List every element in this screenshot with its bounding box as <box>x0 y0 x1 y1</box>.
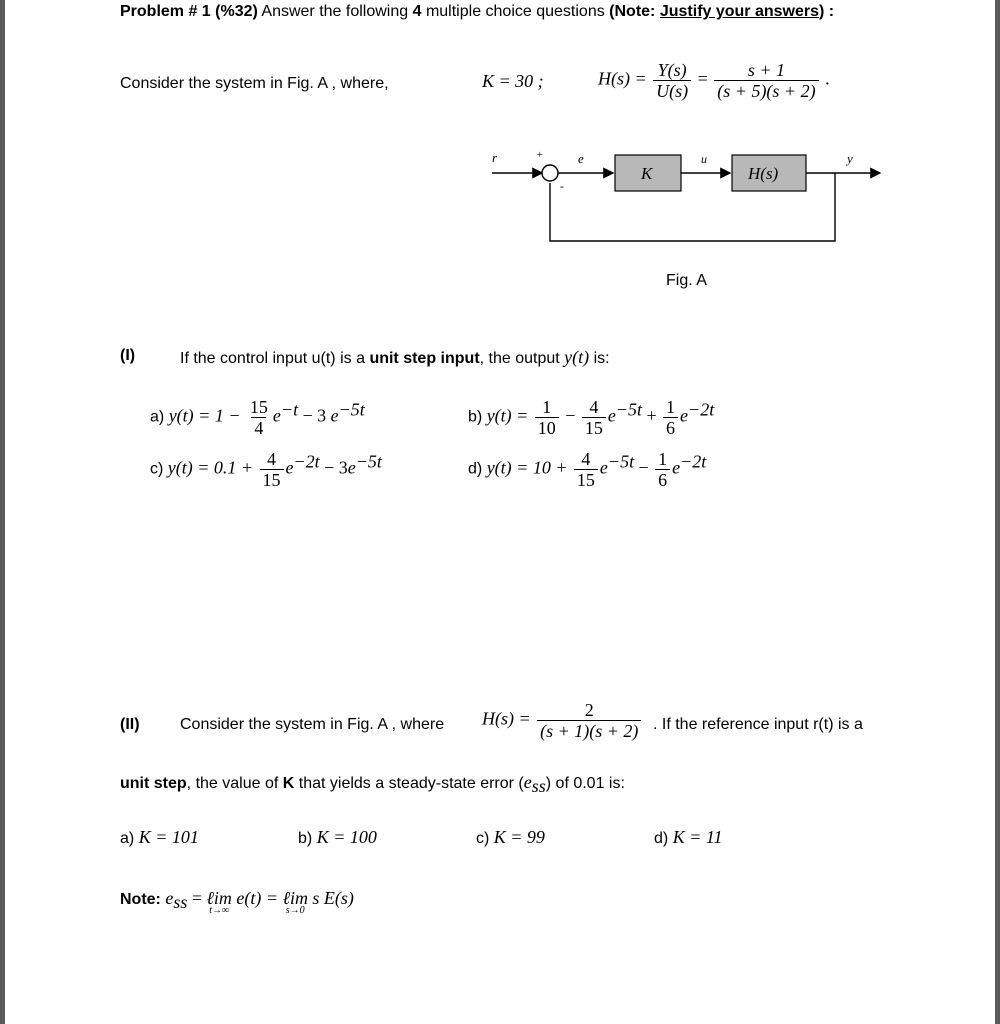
q2-opt-value: K = 101 <box>138 827 199 847</box>
option-a-mid: − 3 <box>302 405 327 426</box>
option-b-label: b) <box>468 408 483 426</box>
h-den2: (s + 5)(s + 2) <box>714 80 818 101</box>
q2-h-lhs: H(s) = <box>482 708 531 729</box>
q1-yt: y(t) <box>564 347 590 367</box>
header-instruction: Answer the following <box>261 3 409 20</box>
option-c-lhs: y(t) = 0.1 + <box>167 457 254 478</box>
k-eq: K = 30 ; <box>482 71 544 91</box>
exponent: −5t <box>615 399 642 420</box>
frac-den: 6 <box>663 417 678 438</box>
label-minus: - <box>560 179 564 193</box>
exponent: −t <box>280 399 299 420</box>
q1-is: is: <box>593 350 610 367</box>
limit-t <box>206 888 232 916</box>
exp-base: e <box>680 405 689 426</box>
q2-option-b[interactable] <box>298 827 377 848</box>
y-over-u <box>653 60 691 101</box>
ess-symbol: e <box>523 772 532 792</box>
frac-num: 1 <box>542 397 552 417</box>
q2-text: Consider the system in Fig. A , where <box>180 716 445 733</box>
q1-option-b[interactable] <box>468 397 714 438</box>
exponent: −5t <box>607 451 635 472</box>
intro-text: Consider the system in Fig. A , where, <box>120 75 389 92</box>
exponent: −5t <box>338 399 365 420</box>
operator: − <box>638 457 649 478</box>
q2-option-a[interactable] <box>120 827 199 848</box>
exponent: −5t <box>355 451 382 472</box>
option-b-frac3 <box>663 397 678 438</box>
option-a-frac <box>247 397 271 438</box>
label-r: r <box>492 150 498 165</box>
frac-num: 4 <box>589 397 599 417</box>
problem-title: Problem # 1 (%32) <box>120 3 258 20</box>
q2-h-frac <box>537 700 641 741</box>
frac-den: 6 <box>655 469 670 490</box>
q2-line2-c: ) of 0.01 is: <box>545 775 625 792</box>
frac-den: 15 <box>260 469 284 490</box>
page-right-edge <box>995 0 1000 1024</box>
option-c-mid: − 3 <box>324 457 348 478</box>
option-b-lhs: y(t) = <box>486 405 529 426</box>
note-ess: e <box>165 888 174 908</box>
figure-caption: Fig. A <box>666 272 707 289</box>
label-u: u <box>701 152 707 166</box>
note-open: (Note: <box>609 3 656 20</box>
q1-option-d[interactable] <box>468 449 706 490</box>
note-se: s E(s) <box>312 888 354 908</box>
summing-junction <box>542 165 558 181</box>
page-left-edge <box>0 0 5 1024</box>
transfer-function-h <box>598 60 830 101</box>
option-d-lhs: y(t) = 10 + <box>486 457 568 478</box>
frac-num: 1 <box>666 397 676 417</box>
frac-num: 4 <box>267 449 277 469</box>
q2-opt-label: b) <box>298 830 313 847</box>
q2-tail: . If the reference input r(t) is a <box>653 716 863 733</box>
label-plus: + <box>536 149 544 161</box>
q2-opt-label: c) <box>476 830 490 847</box>
option-a-lhs: y(t) = 1 − <box>168 405 241 426</box>
lim-word: ℓim <box>206 888 232 908</box>
q1-option-a[interactable] <box>150 397 365 438</box>
label-e: e <box>578 151 584 166</box>
exponent: −2t <box>688 399 715 420</box>
q2-transfer-function <box>482 700 643 741</box>
label-y: y <box>847 151 853 166</box>
q2-h-num: 2 <box>584 700 594 720</box>
note-et: e(t) = <box>236 888 278 908</box>
q2-opt-label: a) <box>120 830 135 847</box>
q2-opt-value: K = 99 <box>493 827 545 847</box>
frac-num: 4 <box>581 449 591 469</box>
note-eq: = <box>191 888 202 908</box>
option-d-frac1 <box>574 449 598 490</box>
note-label: Note: <box>120 891 161 908</box>
exp-base: e <box>272 405 281 426</box>
option-c-frac <box>260 449 284 490</box>
q1-label: (I) <box>120 347 136 364</box>
h-den1: U(s) <box>653 80 691 101</box>
frac-den: 4 <box>251 417 266 438</box>
ess-sub: ss <box>531 776 546 797</box>
frac-den: 10 <box>535 417 559 438</box>
exp-base: e <box>607 405 616 426</box>
k-value <box>482 71 544 92</box>
lim-under: t→∞ <box>209 905 230 916</box>
limit-s <box>282 888 308 916</box>
option-c-label: c) <box>150 460 164 478</box>
plant-label: H(s) <box>748 164 779 183</box>
h-lhs: H(s) = <box>598 68 647 89</box>
q2-bold-k: K <box>282 775 295 792</box>
h-rational <box>714 60 818 101</box>
frac-num: 1 <box>658 449 668 469</box>
h-num2: s + 1 <box>747 60 786 80</box>
q2-h-den: (s + 1)(s + 2) <box>537 720 641 741</box>
exp-base: e <box>672 457 681 478</box>
justify-note: Justify your answers <box>659 3 820 20</box>
frac-den: 15 <box>582 417 606 438</box>
h-num1: Y(s) <box>657 60 687 80</box>
problem-header <box>120 3 834 21</box>
q2-opt-label: d) <box>654 830 669 847</box>
operator: + <box>646 405 657 426</box>
h-dot: . <box>825 68 830 89</box>
q1-option-c[interactable] <box>150 449 382 490</box>
note-close: ) : <box>819 3 835 20</box>
h-eq: = <box>697 68 708 89</box>
exp-base: e <box>330 405 339 426</box>
option-a-label: a) <box>150 408 165 426</box>
exp-base: e <box>347 457 356 478</box>
q2-label: (II) <box>120 716 140 733</box>
q2-line2-a: , the value of <box>186 775 279 792</box>
q2-bold-unit-step: unit step <box>120 775 187 792</box>
q2-line2-b: that yields a steady-state error ( <box>298 775 524 792</box>
lim-under: s→0 <box>285 905 305 916</box>
exp-base: e <box>599 457 608 478</box>
option-b-frac1 <box>535 397 559 438</box>
option-d-frac2 <box>655 449 670 490</box>
q1-pre: If the control input u(t) is a <box>180 350 365 367</box>
exp-base: e <box>285 457 294 478</box>
lim-word: ℓim <box>282 888 308 908</box>
q1-bold: unit step input <box>369 350 480 367</box>
frac-num: 15 <box>249 397 268 417</box>
q1-post: , the output <box>479 350 560 367</box>
exponent: −2t <box>680 451 707 472</box>
q2-option-c[interactable] <box>476 827 545 848</box>
gain-label: K <box>641 164 653 183</box>
q2-opt-value: K = 100 <box>316 827 377 847</box>
option-b-frac2 <box>582 397 606 438</box>
q2-option-d[interactable] <box>654 827 723 848</box>
steady-state-note <box>120 888 354 916</box>
header-tail: multiple choice questions <box>425 3 605 20</box>
note-ess-sub: ss <box>173 892 188 913</box>
option-d-label: d) <box>468 460 483 478</box>
q2-opt-value: K = 11 <box>672 827 723 847</box>
operator: − <box>565 405 576 426</box>
q2-line2 <box>120 772 625 797</box>
frac-den: 15 <box>574 469 598 490</box>
question-count: 4 <box>412 3 422 20</box>
q1-prompt <box>180 347 610 368</box>
exponent: −2t <box>293 451 320 472</box>
